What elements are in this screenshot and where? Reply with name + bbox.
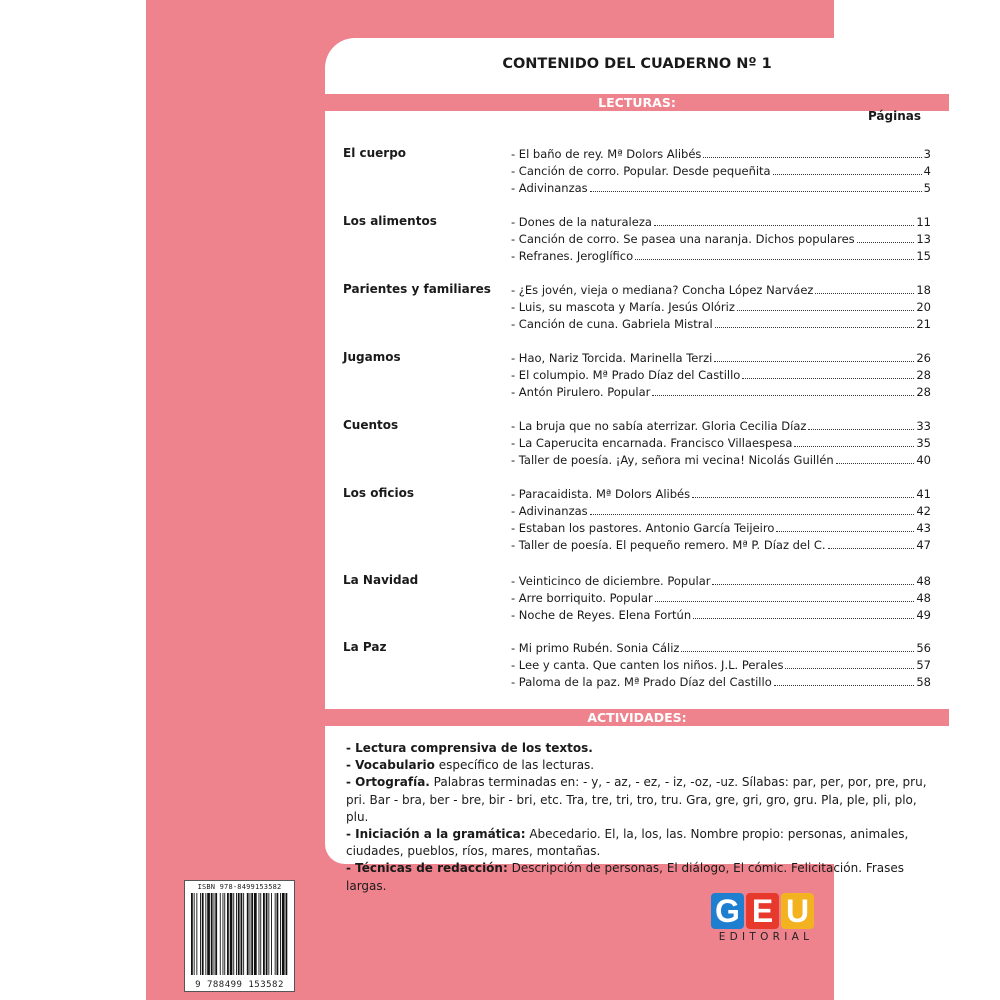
entry-page: 41 — [916, 487, 931, 501]
toc-entry — [511, 298, 931, 315]
toc-entry — [511, 179, 931, 196]
entry-page: 35 — [916, 436, 931, 450]
section-title: El cuerpo — [343, 146, 407, 160]
entry-page: 28 — [916, 368, 931, 382]
toc-entry — [511, 572, 931, 589]
activity-text: Descripción de personas, El diálogo, El cómic. Felicitación. Frases largas. — [346, 861, 905, 893]
toc-entry — [511, 519, 931, 536]
entry-page: 5 — [923, 181, 931, 195]
dot-leader — [654, 225, 914, 226]
entry-page: 57 — [916, 658, 931, 672]
activity-text: Abecedario. El, la, los, las. Nombre propio: personas, animales, ciudades, pueblos, ríos, mares, montañas. — [346, 827, 909, 859]
activity-redaccion: - Técnicas de redacción: — [346, 861, 508, 876]
dot-leader — [635, 259, 914, 260]
activity-item — [346, 740, 936, 757]
activity-ortografia: - Ortografía. — [346, 775, 430, 790]
activity-text: Palabras terminadas en: - y, - az, - ez, - iz, -oz, -uz. Sílabas: par, per, por, pre, pru, pri. Bar - bra, ber - bre, bir - bri, etc. Tra, tre, tri, tro, tru. Gra, gre, gri, gro, gru. Pla, ple, pli, plo, plu. — [346, 775, 927, 824]
page-title: CONTENIDO DEL CUADERNO Nº 1 — [502, 56, 772, 72]
dot-leader — [815, 293, 914, 294]
activities-list — [346, 740, 936, 895]
activity-text: específico de las lecturas. — [434, 758, 595, 773]
dot-leader — [692, 497, 914, 498]
logo-letter-g: G — [711, 893, 744, 929]
entry-page: 3 — [923, 147, 931, 161]
entry-page: 49 — [916, 608, 931, 622]
section-title: Jugamos — [343, 350, 401, 364]
entry-page: 43 — [916, 521, 931, 535]
dot-leader — [693, 618, 914, 619]
entry-page: 26 — [916, 351, 931, 365]
actividades-header: ACTIVIDADES: — [325, 709, 949, 726]
activity-item — [346, 757, 936, 774]
dot-leader — [794, 446, 914, 447]
entry-title: - Adivinanzas — [511, 181, 588, 195]
toc-entry — [511, 213, 931, 230]
section-title: Cuentos — [343, 418, 399, 432]
entry-title: - Veinticinco de diciembre. Popular — [511, 574, 711, 588]
toc-entry — [511, 536, 931, 553]
activity-item — [346, 826, 936, 860]
toc-entry — [511, 589, 931, 606]
section-title: Parientes y familiares — [343, 282, 491, 296]
dot-leader — [776, 531, 914, 532]
entry-page: 28 — [916, 385, 931, 399]
dot-leader — [857, 242, 915, 243]
toc-entry — [511, 417, 931, 434]
logo-letters — [711, 893, 821, 929]
toc-entry — [511, 673, 931, 690]
dot-leader — [703, 157, 921, 158]
dot-leader — [737, 310, 914, 311]
entry-page: 40 — [916, 453, 931, 467]
dot-leader — [785, 668, 914, 669]
toc-entry — [511, 451, 931, 468]
isbn-barcode — [184, 880, 295, 992]
section-title: Los oficios — [343, 486, 414, 500]
paginas-label: Páginas — [867, 109, 921, 123]
section-title: Los alimentos — [343, 214, 437, 228]
dot-leader — [774, 685, 915, 686]
dot-leader — [828, 548, 915, 549]
entry-title: - ¿Es jovén, vieja o mediana? Concha López Narváez — [511, 283, 814, 297]
entry-title: - Estaban los pastores. Antonio García Teijeiro — [511, 521, 775, 535]
entry-title: - El columpio. Mª Prado Díaz del Castillo — [511, 368, 741, 382]
entry-page: 4 — [923, 164, 931, 178]
entry-page: 13 — [916, 232, 931, 246]
toc-entry — [511, 230, 931, 247]
isbn-label: ISBN 978-8499153582 — [197, 883, 282, 891]
dot-leader — [712, 584, 914, 585]
entry-title: - Noche de Reyes. Elena Fortún — [511, 608, 692, 622]
entry-title: - El baño de rey. Mª Dolors Alibés — [511, 147, 702, 161]
entry-title: - Hao, Nariz Torcida. Marinella Terzi — [511, 351, 713, 365]
section-title: La Navidad — [343, 573, 419, 587]
entry-title: - Canción de corro. Popular. Desde pequeñita — [511, 164, 771, 178]
logo-letter-u: U — [781, 893, 814, 929]
toc-entry — [511, 656, 931, 673]
toc-entry — [511, 145, 931, 162]
toc-entry — [511, 349, 931, 366]
entry-page: 33 — [916, 419, 931, 433]
entry-title: - Taller de poesía. ¡Ay, señora mi vecina! Nicolás Guillén — [511, 453, 834, 467]
entry-title: - Canción de cuna. Gabriela Mistral — [511, 317, 713, 331]
entry-title: - La Caperucita encarnada. Francisco Villaespesa — [511, 436, 793, 450]
toc-entry — [511, 315, 931, 332]
back-cover — [146, 0, 931, 1000]
dot-leader — [590, 514, 915, 515]
toc-entry — [511, 502, 931, 519]
toc-entry — [511, 247, 931, 264]
toc-entry — [511, 434, 931, 451]
entry-title: - La bruja que no sabía aterrizar. Gloria Cecilia Díaz — [511, 419, 807, 433]
toc-entry — [511, 383, 931, 400]
entry-title: - Taller de poesía. El pequeño remero. Mª P. Díaz del C. — [511, 538, 826, 552]
entry-page: 15 — [916, 249, 931, 263]
isbn-number: 9 788499 153582 — [195, 980, 284, 990]
activity-gramatica: - Iniciación a la gramática: — [346, 827, 526, 842]
dot-leader — [742, 378, 914, 379]
entry-page: 42 — [916, 504, 931, 518]
barcode-icon — [190, 893, 289, 975]
entry-page: 48 — [916, 591, 931, 605]
entry-title: - Refranes. Jeroglífico — [511, 249, 634, 263]
toc-entry — [511, 162, 931, 179]
dot-leader — [681, 651, 914, 652]
section-title: La Paz — [343, 640, 387, 654]
dot-leader — [715, 327, 915, 328]
entry-page: 58 — [916, 675, 931, 689]
entry-title: - Dones de la naturaleza — [511, 215, 652, 229]
dot-leader — [808, 429, 914, 430]
toc-entry — [511, 366, 931, 383]
entry-title: - Lee y canta. Que canten los niños. J.L. Perales — [511, 658, 784, 672]
entry-page: 20 — [916, 300, 931, 314]
entry-page: 11 — [916, 215, 931, 229]
entry-title: - Paracaidista. Mª Dolors Alibés — [511, 487, 691, 501]
dot-leader — [773, 174, 922, 175]
publisher-logo — [711, 893, 821, 953]
toc-entry — [511, 485, 931, 502]
toc-entry — [511, 281, 931, 298]
entry-page: 21 — [916, 317, 931, 331]
lecturas-header: LECTURAS: — [325, 94, 949, 111]
dot-leader — [836, 463, 915, 464]
activity-item — [346, 774, 936, 826]
dot-leader — [590, 191, 922, 192]
activity-vocabulario: - Vocabulario — [346, 758, 435, 773]
dot-leader — [714, 361, 914, 362]
entry-title: - Canción de corro. Se pasea una naranja. Dichos populares — [511, 232, 855, 246]
entry-page: 47 — [916, 538, 931, 552]
dot-leader — [652, 395, 914, 396]
activity-item — [346, 860, 936, 894]
entry-title: - Antón Pirulero. Popular — [511, 385, 651, 399]
entry-page: 56 — [916, 641, 931, 655]
entry-title: - Luis, su mascota y María. Jesús Olóriz — [511, 300, 735, 314]
toc-entry — [511, 639, 931, 656]
toc-entry — [511, 606, 931, 623]
entry-title: - Mi primo Rubén. Sonia Cáliz — [511, 641, 680, 655]
contents-card — [325, 38, 949, 893]
logo-subtitle: EDITORIAL — [718, 931, 814, 943]
dot-leader — [655, 601, 915, 602]
entry-page: 18 — [916, 283, 931, 297]
entry-page: 48 — [916, 574, 931, 588]
entry-title: - Adivinanzas — [511, 504, 588, 518]
activity-lectura: - Lectura comprensiva de los textos. — [346, 741, 593, 755]
logo-letter-e: E — [746, 893, 779, 929]
entry-title: - Arre borriquito. Popular — [511, 591, 653, 605]
entry-title: - Paloma de la paz. Mª Prado Díaz del Castillo — [511, 675, 772, 689]
